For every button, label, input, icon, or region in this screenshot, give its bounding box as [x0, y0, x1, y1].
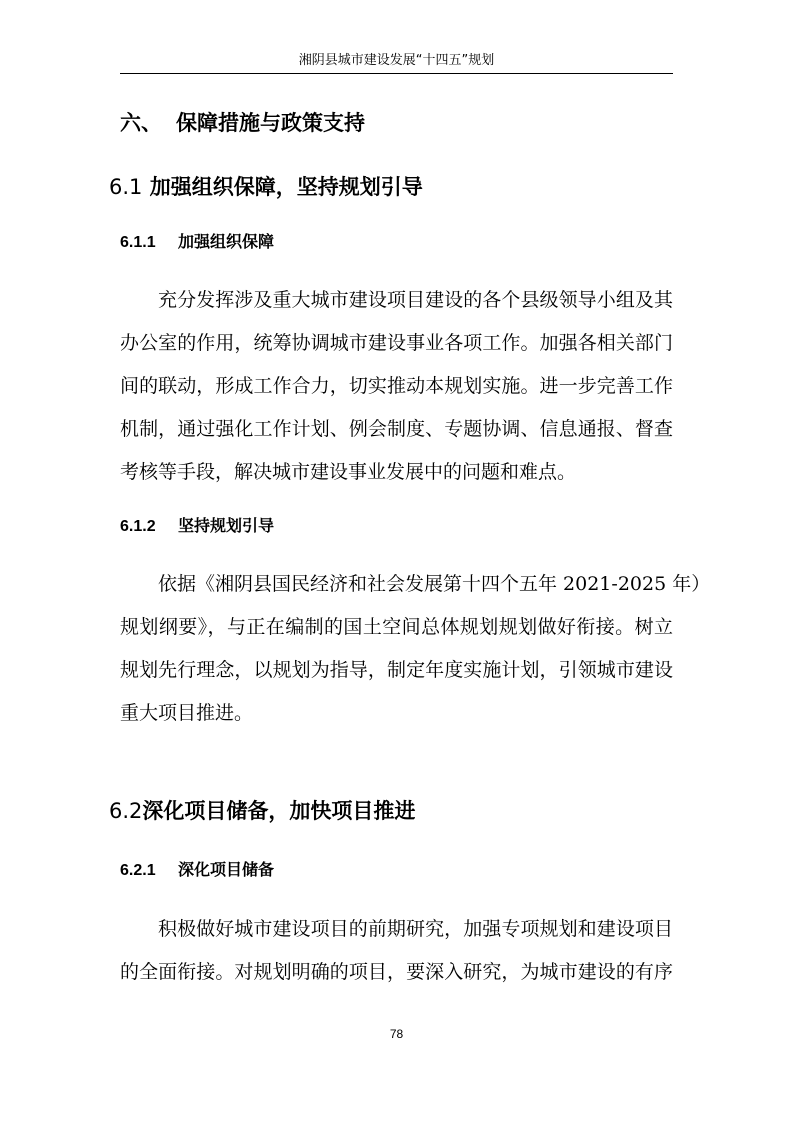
subsection-title: 深化项目储备	[178, 860, 275, 879]
subsection-number: 6.1.1	[120, 234, 156, 251]
paragraph-line: 依据《湘阴县国民经济和社会发展第十四个五年 2021-2025 年）	[158, 573, 711, 595]
paragraph-6-1-2	[120, 563, 711, 735]
paragraph-line: 机制，通过强化工作计划、例会制度、专题协调、信息通报、督查	[120, 418, 673, 440]
paragraph-line: 办公室的作用，统筹协调城市建设事业各项工作。加强各相关部门	[120, 332, 673, 354]
section-number: 6.2	[109, 799, 143, 823]
paragraph-6-2-1	[120, 908, 673, 994]
subsection-number: 6.1.2	[120, 518, 156, 535]
chapter-number: 六、	[120, 111, 162, 135]
paragraph-line: 充分发挥涉及重大城市建设项目建设的各个县级领导小组及其	[158, 289, 673, 311]
subsection-number: 6.2.1	[120, 862, 156, 879]
chapter-title-text: 保障措施与政策支持	[176, 111, 365, 135]
page-number: 78	[389, 1027, 404, 1041]
paragraph-line: 的全面衔接。对规划明确的项目，要深入研究，为城市建设的有序	[120, 961, 673, 983]
section-heading-6-2	[109, 796, 415, 826]
section-heading-6-1	[109, 172, 423, 202]
subsection-title: 坚持规划引导	[178, 516, 275, 535]
paragraph-line: 间的联动，形成工作合力，切实推动本规划实施。进一步完善工作	[120, 375, 673, 397]
subsection-title: 加强组织保障	[178, 232, 275, 251]
section-title: 深化项目储备，加快项目推进	[142, 799, 416, 823]
subsection-heading-6-2-1	[120, 858, 274, 883]
header-rule	[120, 73, 673, 74]
section-number: 6.1	[109, 175, 143, 199]
chapter-title	[120, 108, 365, 138]
paragraph-line: 重大项目推进。	[120, 702, 254, 724]
subsection-heading-6-1-1	[120, 230, 274, 255]
subsection-heading-6-1-2	[120, 514, 274, 539]
paragraph-line: 积极做好城市建设项目的前期研究，加强专项规划和建设项目	[158, 918, 673, 940]
paragraph-line: 考核等手段，解决城市建设事业发展中的问题和难点。	[120, 461, 577, 483]
paragraph-6-1-1	[120, 279, 673, 494]
paragraph-line: 规划先行理念，以规划为指导，制定年度实施计划，引领城市建设	[120, 659, 673, 681]
paragraph-line: 规划纲要》，与正在编制的国土空间总体规划规划做好衔接。树立	[120, 616, 673, 638]
section-title: 加强组织保障，坚持规划引导	[149, 175, 423, 199]
running-header: 湘阴县城市建设发展“十四五”规划	[298, 53, 495, 68]
